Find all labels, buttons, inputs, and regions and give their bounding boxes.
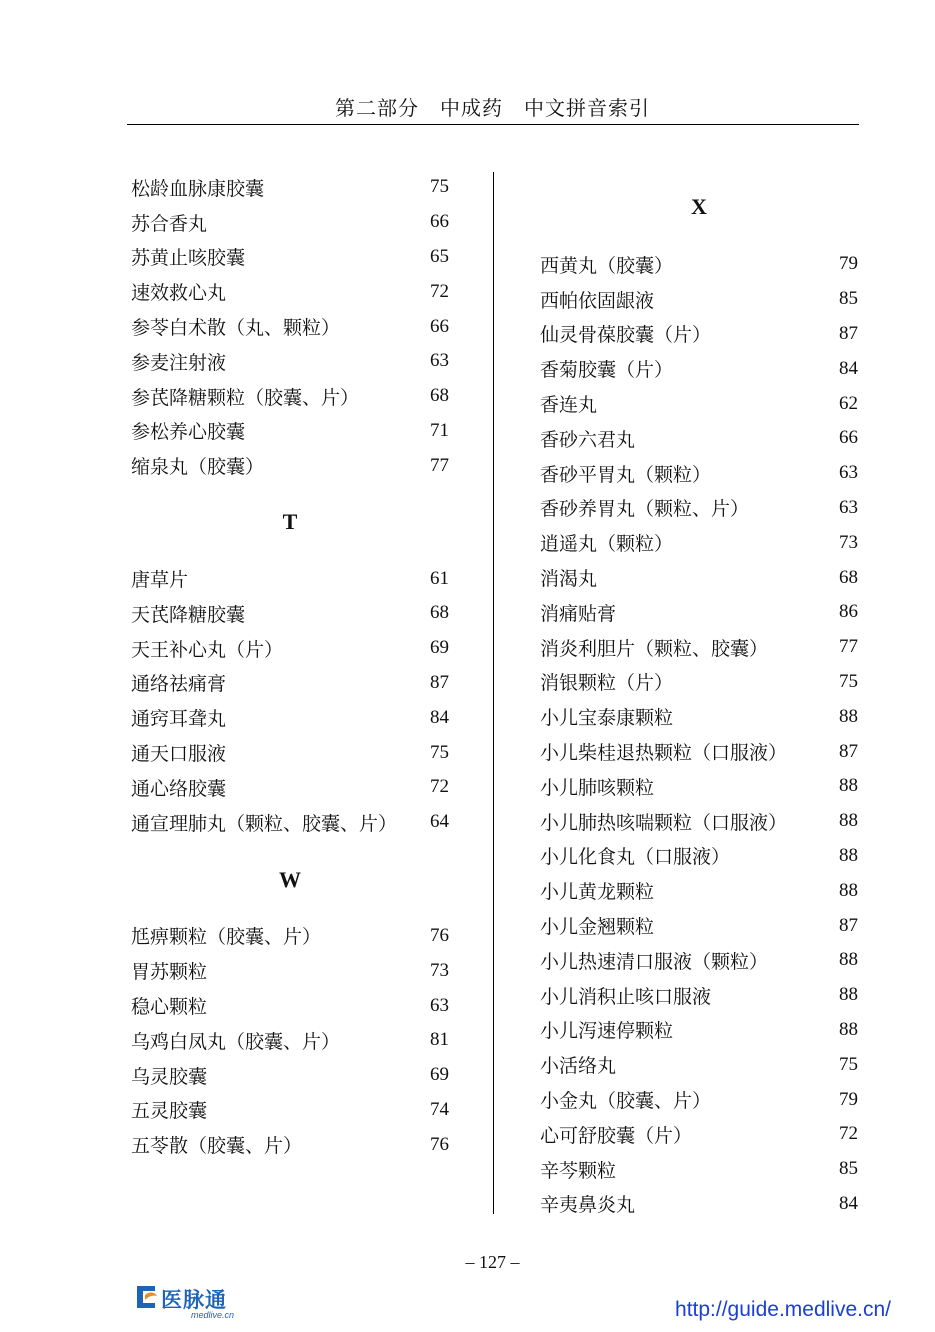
index-entry bbox=[131, 448, 449, 483]
index-entry bbox=[540, 560, 858, 595]
entry-name: 参松养心胶囊 bbox=[131, 421, 246, 444]
entry-name: 心可舒胶囊（片） bbox=[540, 1124, 693, 1147]
entry-name: 小儿柴桂退热颗粒（口服液） bbox=[540, 742, 788, 765]
entry-page-number: 66 bbox=[430, 211, 449, 233]
entry-name: 通心络胶囊 bbox=[131, 777, 227, 800]
entry-name: 仙灵骨葆胶囊（片） bbox=[540, 324, 712, 347]
index-entry bbox=[540, 386, 858, 421]
entry-name: 通天口服液 bbox=[131, 743, 227, 766]
index-entry bbox=[540, 525, 858, 560]
index-entry bbox=[540, 1013, 858, 1048]
index-entry bbox=[131, 1093, 449, 1128]
entry-name: 消炎利胆片（颗粒、胶囊） bbox=[540, 637, 769, 660]
logo-mark-icon bbox=[133, 1282, 163, 1312]
index-entry bbox=[540, 1047, 858, 1082]
entry-name: 消银颗粒（片） bbox=[540, 672, 674, 695]
medlive-logo bbox=[133, 1282, 243, 1322]
entry-page-number: 79 bbox=[839, 253, 858, 275]
entry-name: 尪痹颗粒（胶囊、片） bbox=[131, 926, 322, 949]
section-t-list bbox=[131, 561, 449, 839]
index-entry bbox=[131, 953, 449, 988]
index-entry bbox=[540, 317, 858, 352]
entry-page-number: 75 bbox=[839, 670, 858, 692]
entry-name: 辛夷鼻炎丸 bbox=[540, 1194, 636, 1217]
entry-page-number: 72 bbox=[430, 776, 449, 798]
entry-page-number: 76 bbox=[430, 924, 449, 946]
entry-name: 小儿肺热咳喘颗粒（口服液） bbox=[540, 811, 788, 834]
section-letter-x: X bbox=[691, 194, 707, 219]
entry-page-number: 68 bbox=[430, 602, 449, 624]
logo-subtext: medlive.cn bbox=[191, 1310, 235, 1320]
entry-name: 香砂六君丸 bbox=[540, 428, 636, 451]
entry-page-number: 66 bbox=[839, 427, 858, 449]
section-letter-t: T bbox=[282, 509, 298, 535]
entry-page-number: 84 bbox=[430, 706, 449, 728]
index-entry bbox=[540, 804, 858, 839]
entry-name: 小活络丸 bbox=[540, 1055, 617, 1078]
entry-page-number: 65 bbox=[430, 245, 449, 267]
index-entry bbox=[540, 1187, 858, 1222]
entry-page-number: 69 bbox=[430, 1064, 449, 1086]
entry-page-number: 88 bbox=[839, 1018, 858, 1040]
section-w-list bbox=[131, 919, 449, 1163]
entry-page-number: 87 bbox=[839, 914, 858, 936]
index-entry bbox=[540, 908, 858, 943]
entry-name: 乌灵胶囊 bbox=[131, 1065, 208, 1088]
index-entry bbox=[131, 240, 449, 275]
entry-name: 西帕依固龈液 bbox=[540, 289, 655, 312]
entry-name: 小金丸（胶囊、片） bbox=[540, 1090, 712, 1113]
entry-name: 辛芩颗粒 bbox=[540, 1159, 617, 1182]
entry-page-number: 88 bbox=[839, 844, 858, 866]
entry-page-number: 73 bbox=[430, 959, 449, 981]
entry-page-number: 68 bbox=[430, 385, 449, 407]
entry-page-number: 66 bbox=[430, 315, 449, 337]
entry-page-number: 63 bbox=[430, 994, 449, 1016]
column-divider bbox=[493, 172, 494, 1214]
header-rule bbox=[127, 124, 859, 125]
entry-name: 通络祛痛膏 bbox=[131, 673, 227, 696]
entry-page-number: 75 bbox=[430, 741, 449, 763]
entry-name: 香连丸 bbox=[540, 394, 598, 417]
entry-name: 参芪降糖颗粒（胶囊、片） bbox=[131, 386, 360, 409]
entry-name: 小儿热速清口服液（颗粒） bbox=[540, 950, 769, 973]
index-entry bbox=[131, 666, 449, 701]
entry-page-number: 73 bbox=[839, 531, 858, 553]
entry-name: 小儿消积止咳口服液 bbox=[540, 985, 712, 1008]
entry-name: 天芪降糖胶囊 bbox=[131, 603, 246, 626]
index-entry bbox=[131, 988, 449, 1023]
entry-page-number: 84 bbox=[839, 1192, 858, 1214]
entry-name: 通宣理肺丸（颗粒、胶囊、片） bbox=[131, 812, 398, 835]
index-entry bbox=[131, 561, 449, 596]
entry-page-number: 63 bbox=[839, 496, 858, 518]
entry-name: 天王补心丸（片） bbox=[131, 638, 284, 661]
index-entry bbox=[540, 595, 858, 630]
index-entry bbox=[540, 699, 858, 734]
index-entry bbox=[540, 873, 858, 908]
entry-name: 苏黄止咳胶囊 bbox=[131, 247, 246, 270]
entry-page-number: 75 bbox=[839, 1053, 858, 1075]
entry-name: 乌鸡白凤丸（胶囊、片） bbox=[131, 1030, 341, 1053]
entry-page-number: 87 bbox=[430, 671, 449, 693]
entry-page-number: 79 bbox=[839, 1088, 858, 1110]
index-entry bbox=[131, 170, 449, 205]
page-header-title: 第二部分 中成药 中文拼音索引 bbox=[335, 96, 650, 120]
entry-page-number: 77 bbox=[839, 636, 858, 658]
index-entry bbox=[131, 700, 449, 735]
index-entry bbox=[540, 282, 858, 317]
index-entry bbox=[540, 247, 858, 282]
entry-name: 小儿宝泰康颗粒 bbox=[540, 707, 674, 730]
section-x-list bbox=[540, 247, 858, 1221]
entry-page-number: 69 bbox=[430, 637, 449, 659]
index-entry bbox=[131, 1127, 449, 1162]
index-entry bbox=[540, 491, 858, 526]
footer-url-link[interactable]: http://guide.medlive.cn/ bbox=[675, 1298, 891, 1321]
index-entry bbox=[540, 351, 858, 386]
entry-name: 五苓散（胶囊、片） bbox=[131, 1135, 303, 1158]
entry-page-number: 88 bbox=[839, 705, 858, 727]
index-entry bbox=[131, 379, 449, 414]
entry-page-number: 87 bbox=[839, 322, 858, 344]
entry-name: 香砂养胃丸（颗粒、片） bbox=[540, 498, 750, 521]
entry-page-number: 81 bbox=[430, 1029, 449, 1051]
entry-page-number: 87 bbox=[839, 740, 858, 762]
entry-name: 小儿肺咳颗粒 bbox=[540, 776, 655, 799]
entry-page-number: 88 bbox=[839, 949, 858, 971]
entry-page-number: 68 bbox=[839, 566, 858, 588]
entry-name: 小儿黄龙颗粒 bbox=[540, 881, 655, 904]
entry-page-number: 74 bbox=[430, 1098, 449, 1120]
entry-page-number: 88 bbox=[839, 775, 858, 797]
index-entry bbox=[131, 414, 449, 449]
index-entry bbox=[540, 839, 858, 874]
entry-name: 稳心颗粒 bbox=[131, 996, 208, 1019]
entry-page-number: 86 bbox=[839, 601, 858, 623]
index-entry bbox=[540, 1152, 858, 1187]
entry-page-number: 77 bbox=[430, 454, 449, 476]
entry-page-number: 72 bbox=[839, 1123, 858, 1145]
entry-name: 逍遥丸（颗粒） bbox=[540, 533, 674, 556]
index-entry bbox=[131, 770, 449, 805]
entry-page-number: 62 bbox=[839, 392, 858, 414]
entry-name: 消痛贴膏 bbox=[540, 602, 617, 625]
entry-name: 小儿泻速停颗粒 bbox=[540, 1020, 674, 1043]
index-entry bbox=[131, 1023, 449, 1058]
entry-name: 松龄血脉康胶囊 bbox=[131, 177, 265, 200]
index-entry bbox=[131, 631, 449, 666]
index-entry bbox=[540, 769, 858, 804]
index-entry bbox=[540, 421, 858, 456]
index-entry bbox=[540, 734, 858, 769]
index-entry bbox=[131, 274, 449, 309]
entry-name: 小儿化食丸（口服液） bbox=[540, 846, 731, 869]
entry-page-number: 85 bbox=[839, 1158, 858, 1180]
entry-name: 缩泉丸（胶囊） bbox=[131, 456, 265, 479]
entry-name: 香砂平胃丸（颗粒） bbox=[540, 463, 712, 486]
entry-name: 五灵胶囊 bbox=[131, 1100, 208, 1123]
entry-name: 西黄丸（胶囊） bbox=[540, 254, 674, 277]
index-entry bbox=[540, 1117, 858, 1152]
entry-page-number: 64 bbox=[430, 811, 449, 833]
entry-page-number: 84 bbox=[839, 357, 858, 379]
entry-name: 胃苏颗粒 bbox=[131, 961, 208, 984]
index-entry bbox=[131, 205, 449, 240]
page-number: – 127 – bbox=[465, 1252, 520, 1272]
index-entry bbox=[540, 943, 858, 978]
entry-name: 通窍耳聋丸 bbox=[131, 708, 227, 731]
entry-name: 苏合香丸 bbox=[131, 212, 208, 235]
index-entry bbox=[131, 735, 449, 770]
entry-name: 消渴丸 bbox=[540, 568, 598, 591]
entry-page-number: 85 bbox=[839, 288, 858, 310]
section-letter-w: W bbox=[279, 866, 301, 892]
entry-name: 香菊胶囊（片） bbox=[540, 359, 674, 382]
entry-page-number: 88 bbox=[839, 879, 858, 901]
index-entry bbox=[540, 1082, 858, 1117]
index-entry bbox=[131, 596, 449, 631]
index-entry bbox=[131, 309, 449, 344]
index-entry bbox=[540, 978, 858, 1013]
left-index-column bbox=[131, 170, 449, 1162]
entry-page-number: 61 bbox=[430, 567, 449, 589]
entry-page-number: 63 bbox=[430, 350, 449, 372]
entry-name: 参苓白术散（丸、颗粒） bbox=[131, 317, 341, 340]
index-entry bbox=[131, 805, 449, 840]
entry-name: 唐草片 bbox=[131, 569, 189, 592]
index-entry bbox=[131, 919, 449, 954]
entry-page-number: 76 bbox=[430, 1133, 449, 1155]
entry-page-number: 63 bbox=[839, 462, 858, 484]
index-entry bbox=[540, 456, 858, 491]
entry-name: 速效救心丸 bbox=[131, 282, 227, 305]
entry-page-number: 75 bbox=[430, 176, 449, 198]
index-entry bbox=[131, 1058, 449, 1093]
index-entry bbox=[540, 630, 858, 665]
index-entry bbox=[540, 665, 858, 700]
section-s-list bbox=[131, 170, 449, 483]
entry-name: 小儿金翘颗粒 bbox=[540, 916, 655, 939]
logo-text: 医脉通 bbox=[161, 1288, 227, 1312]
right-index-column bbox=[540, 185, 858, 1221]
entry-page-number: 72 bbox=[430, 280, 449, 302]
entry-page-number: 88 bbox=[839, 984, 858, 1006]
entry-name: 参麦注射液 bbox=[131, 351, 227, 374]
entry-page-number: 88 bbox=[839, 810, 858, 832]
entry-page-number: 71 bbox=[430, 419, 449, 441]
index-entry bbox=[131, 344, 449, 379]
